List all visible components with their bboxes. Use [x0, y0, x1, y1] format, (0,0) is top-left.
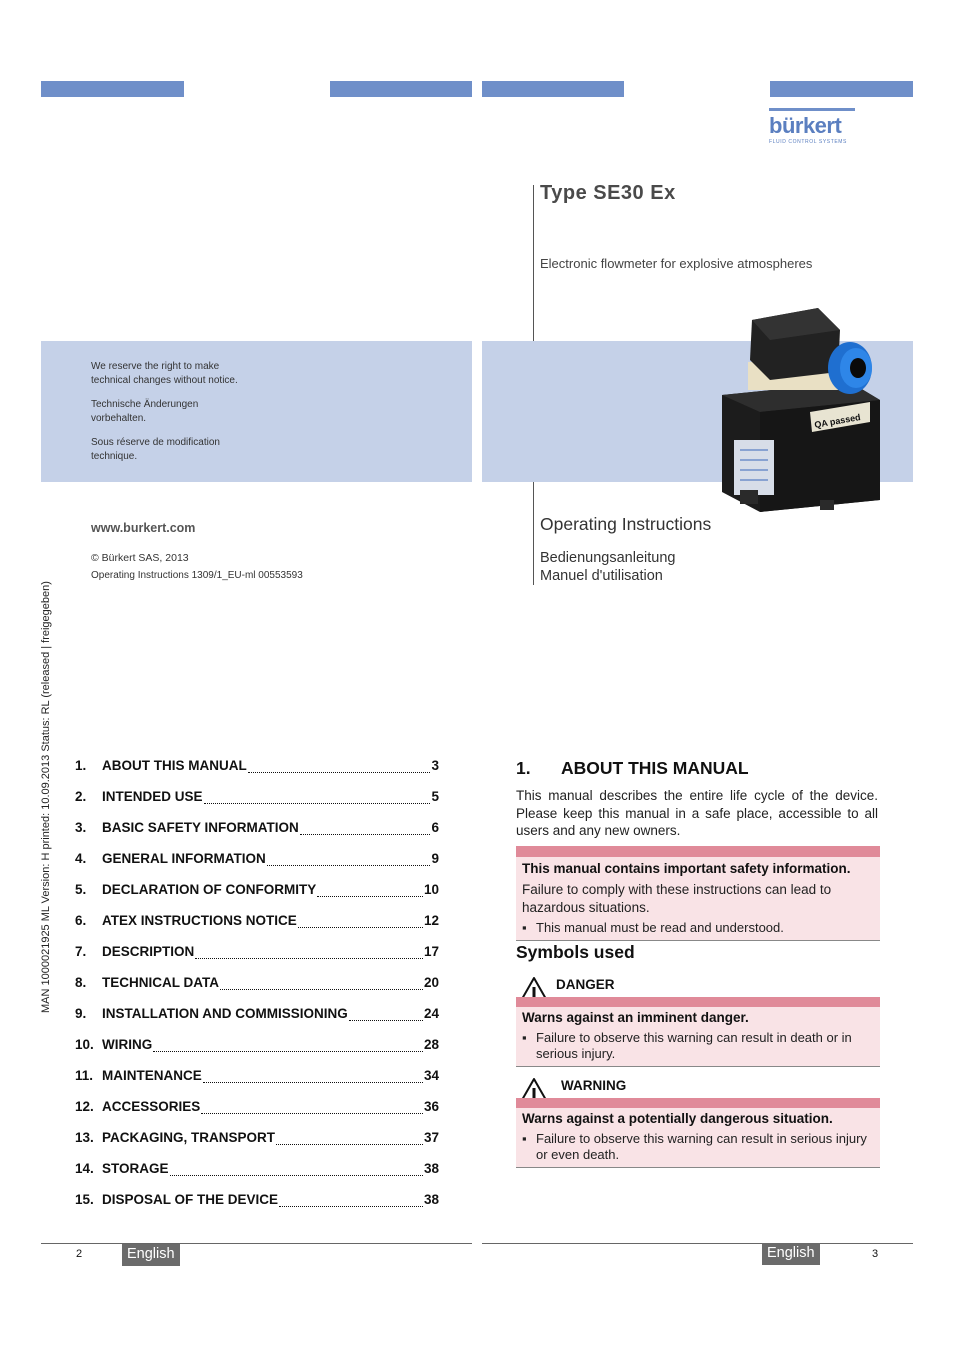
page-number-left: 2: [76, 1248, 83, 1260]
toc-leader-dots: [201, 1113, 423, 1114]
toc-entry[interactable]: [75, 1192, 439, 1212]
footer-rule-left: [41, 1243, 472, 1244]
toc-number: 10.: [75, 1037, 94, 1052]
document-status-vertical: MAN 1000021925 ML Version: H printed: 10.09.2013 Status: RL (released | freigegeben): [40, 581, 52, 1013]
top-bar-3: [482, 81, 624, 97]
toc-title: TECHNICAL DATA: [102, 975, 219, 990]
product-image: [700, 300, 890, 520]
warning-signal-word: WARNING: [561, 1078, 627, 1093]
toc-title: BASIC SAFETY INFORMATION: [102, 820, 299, 835]
toc-entry[interactable]: [75, 758, 439, 778]
toc-title: WIRING: [102, 1037, 153, 1052]
toc-title: INTENDED USE: [102, 789, 203, 804]
toc-leader-dots: [204, 803, 431, 804]
toc-title: DESCRIPTION: [102, 944, 195, 959]
toc-title: PACKAGING, TRANSPORT: [102, 1130, 276, 1145]
toc-leader-dots: [203, 1082, 423, 1083]
toc-entry[interactable]: [75, 789, 439, 809]
toc-page-number: 37: [423, 1130, 439, 1145]
svg-text:QA passed: QA passed: [813, 412, 862, 430]
toc-leader-dots: [195, 958, 423, 959]
toc-page-number: 12: [423, 913, 439, 928]
toc-entry[interactable]: [75, 1006, 439, 1026]
safety-notice-box: This manual contains important safety information. Failure to comply with these instructions can lead to hazardous situations. ▪ This manual must be read and understood.: [516, 846, 880, 941]
toc-number: 3.: [75, 820, 87, 835]
toc-title: STORAGE: [102, 1161, 169, 1176]
toc-leader-dots: [267, 865, 431, 866]
toc-number: 13.: [75, 1130, 94, 1145]
warning-box: Warns against a potentially dangerous situation. ▪ Failure to observe this warning can result in serious injury or even death.: [516, 1098, 880, 1168]
toc-page-number: 5: [431, 789, 439, 804]
logo-tagline: FLUID CONTROL SYSTEMS: [769, 139, 847, 145]
danger-heading: Warns against an imminent danger.: [522, 1010, 749, 1025]
toc-entry[interactable]: [75, 820, 439, 840]
toc-entry[interactable]: [75, 1130, 439, 1150]
toc-title: MAINTENANCE: [102, 1068, 202, 1083]
toc-page-number: 28: [423, 1037, 439, 1052]
toc-page-number: 20: [423, 975, 439, 990]
toc-leader-dots: [276, 1144, 423, 1145]
toc-leader-dots: [317, 896, 423, 897]
toc-title: DISPOSAL OF THE DEVICE: [102, 1192, 279, 1207]
toc-title: ATEX INSTRUCTIONS NOTICE: [102, 913, 297, 928]
toc-entry[interactable]: [75, 944, 439, 964]
toc-entry[interactable]: [75, 975, 439, 995]
toc-entry[interactable]: [75, 1037, 439, 1057]
language-label-right: English: [762, 1243, 820, 1265]
toc-leader-dots: [349, 1020, 423, 1021]
toc-title: INSTALLATION AND COMMISSIONING: [102, 1006, 348, 1021]
logo-wordmark: bürkert: [769, 113, 842, 138]
danger-box: Warns against an imminent danger. ▪ Failure to observe this warning can result in death or in serious injury.: [516, 997, 880, 1067]
toc-leader-dots: [248, 772, 431, 773]
operating-instructions-de: Bedienungsanleitung: [540, 550, 676, 566]
warning-heading: Warns against a potentially dangerous situation.: [522, 1111, 833, 1126]
document-id: Operating Instructions 1309/1_EU-ml 00553593: [91, 570, 303, 581]
toc-number: 11.: [75, 1068, 94, 1083]
toc-leader-dots: [298, 927, 423, 928]
toc-entry[interactable]: [75, 913, 439, 933]
notice-heading: This manual contains important safety information.: [522, 861, 851, 876]
product-subtitle: Electronic flowmeter for explosive atmospheres: [540, 256, 813, 271]
top-bar-2: [330, 81, 472, 97]
toc-number: 5.: [75, 882, 87, 897]
toc-entry[interactable]: [75, 882, 439, 902]
toc-page-number: 17: [423, 944, 439, 959]
toc-page-number: 34: [423, 1068, 439, 1083]
toc-page-number: 6: [431, 820, 439, 835]
reserve-note-de: Technische Änderungen vorbehalten.: [91, 399, 199, 424]
language-label-left: English: [122, 1244, 180, 1266]
copyright: © Bürkert SAS, 2013: [91, 552, 189, 564]
toc-page-number: 9: [431, 851, 439, 866]
page-title: Type SE30 Ex: [540, 182, 676, 204]
toc-number: 1.: [75, 758, 87, 773]
danger-signal-word: DANGER: [556, 977, 615, 992]
toc-page-number: 38: [423, 1192, 439, 1207]
top-bar-1: [41, 81, 184, 97]
toc-page-number: 36: [423, 1099, 439, 1114]
operating-instructions-title: Operating Instructions: [540, 514, 712, 534]
toc-leader-dots: [300, 834, 431, 835]
toc-title: ACCESSORIES: [102, 1099, 201, 1114]
toc-leader-dots: [220, 989, 423, 990]
toc-page-number: 10: [423, 882, 439, 897]
toc-entry[interactable]: [75, 1099, 439, 1119]
toc-leader-dots: [279, 1206, 423, 1207]
toc-leader-dots: [170, 1175, 423, 1176]
notice-text: Failure to comply with these instructions can lead to hazardous situations.: [522, 882, 832, 915]
toc-number: 4.: [75, 851, 87, 866]
toc-entry[interactable]: [75, 851, 439, 871]
toc-page-number: 38: [423, 1161, 439, 1176]
toc-page-number: 24: [423, 1006, 439, 1021]
symbols-heading: Symbols used: [516, 942, 635, 962]
toc-title: ABOUT THIS MANUAL: [102, 758, 247, 773]
toc-number: 8.: [75, 975, 87, 990]
reserve-note-en: We reserve the right to make technical changes without notice.: [91, 361, 238, 386]
toc-number: 2.: [75, 789, 87, 804]
operating-instructions-fr: Manuel d'utilisation: [540, 568, 663, 584]
toc-leader-dots: [153, 1051, 423, 1052]
page-number-right: 3: [872, 1248, 879, 1260]
top-bar-4: [770, 81, 913, 97]
toc-entry[interactable]: [75, 1068, 439, 1088]
toc-number: 15.: [75, 1192, 94, 1207]
toc-title: GENERAL INFORMATION: [102, 851, 266, 866]
toc-number: 7.: [75, 944, 87, 959]
section-heading: 1. ABOUT THIS MANUAL: [516, 758, 749, 778]
toc-entry[interactable]: [75, 1161, 439, 1181]
toc-number: 12.: [75, 1099, 94, 1114]
toc-page-number: 3: [431, 758, 439, 773]
footer-rule-right: [482, 1243, 913, 1244]
toc-title: DECLARATION OF CONFORMITY: [102, 882, 317, 897]
toc-number: 9.: [75, 1006, 87, 1021]
reserve-note-fr: Sous réserve de modification technique.: [91, 437, 220, 462]
toc-number: 6.: [75, 913, 87, 928]
toc-number: 14.: [75, 1161, 94, 1176]
website-link[interactable]: www.burkert.com: [91, 521, 196, 535]
section-intro: This manual describes the entire life cycle of the device. Please keep this manual in a safe place, accessible to all users and any new owners.: [516, 788, 878, 838]
